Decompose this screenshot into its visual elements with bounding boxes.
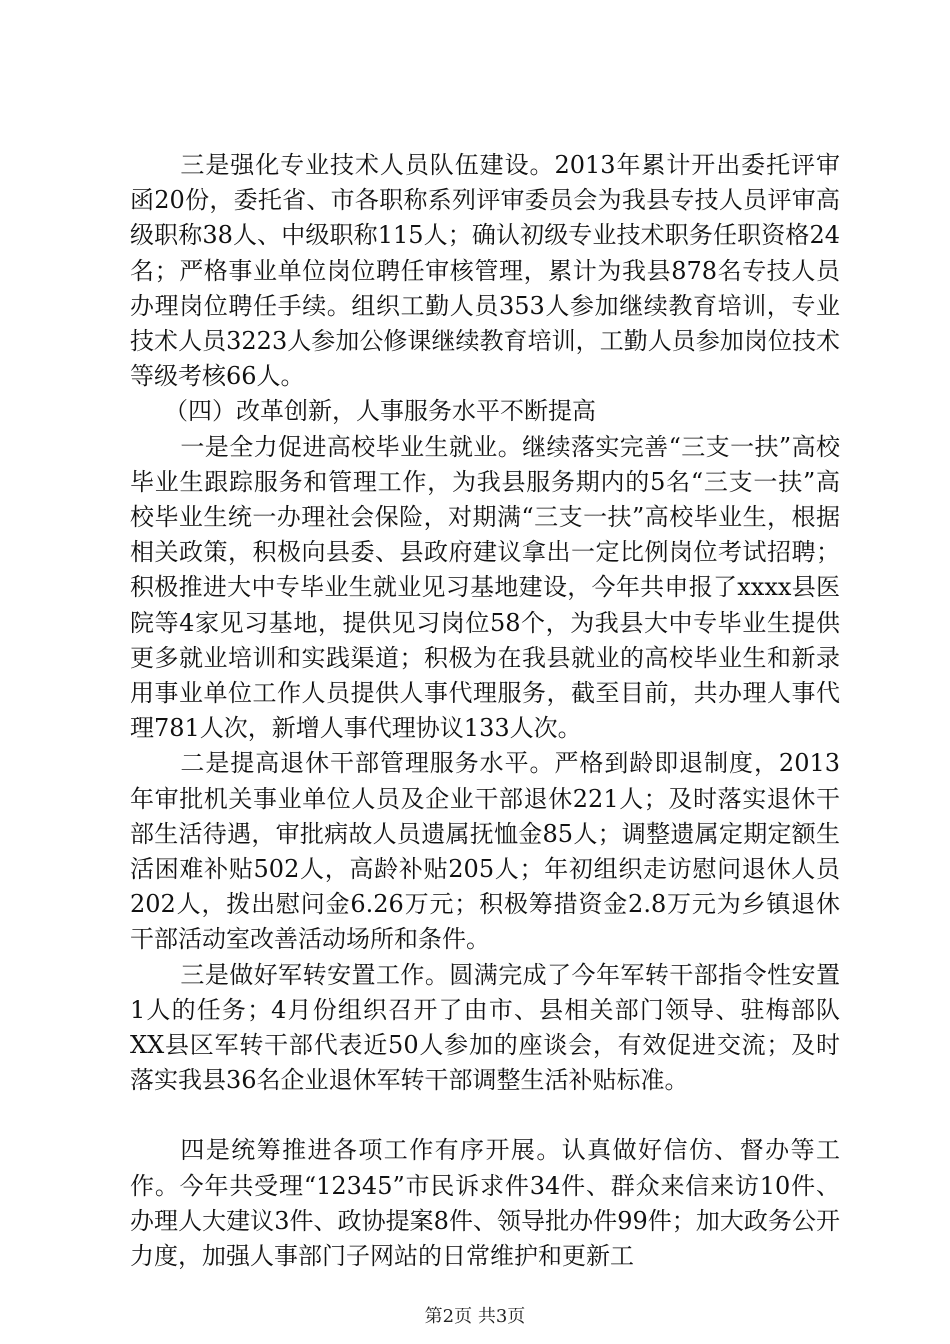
paragraph-retired-cadres: 二是提高退休干部管理服务水平。严格到龄即退制度，2013年审批机关事业单位人员及企业干部退休221人；及时落实退休干部生活待遇，审批病故人员遗属抚恤金85人；调整遗属定期定额生活困难补贴502人，高龄补贴205人；年初组织走访慰问退休人员202人，拨出慰问金6.26万元；积极筹措资金2.8万元为乡镇退休干部活动室改善活动场所和条件。: [130, 749, 840, 954]
paragraph-professional-staff: 三是强化专业技术人员队伍建设。2013年累计开出委托评审函20份，委托省、市各职称系列评审委员会为我县专技人员评审高级职称38人、中级职称115人；确认初级专业技术职务任职资格24名；严格事业单位岗位聘任审核管理，累计为我县878名专技人员办理岗位聘任手续。组织工勤人员353人参加继续教育培训，专业技术人员3223人参加公修课继续教育培训，工勤人员参加岗位技术等级考核66人。: [130, 151, 840, 391]
paragraph-military-transfer: 三是做好军转安置工作。圆满完成了今年军转干部指令性安置1人的任务；4月份组织召开了由市、县相关部门领导、驻梅部队XX县区军转干部代表近50人参加的座谈会，有效促进交流；及时落实我县36名企业退休军转干部调整生活补贴标准。: [130, 960, 840, 1095]
section-heading-four: （四）改革创新，人事服务水平不断提高: [164, 397, 596, 426]
paragraph-gap: [130, 1098, 840, 1133]
paragraph-coordinated-work: 四是统筹推进各项工作有序开展。认真做好信仿、督办等工作。今年共受理“12345”市民诉求件34件、群众来信来访10件、办理人大建议3件、政协提案8件、领导批办件99件；加大政务公开力度，加强人事部门子网站的日常维护和更新工: [130, 1136, 840, 1271]
paragraph-graduate-employment: 一是全力促进高校毕业生就业。继续落实完善“三支一扶”高校毕业生跟踪服务和管理工作，为我县服务期内的5名“三支一扶”高校毕业生统一办理社会保险，对期满“三支一扶”高校毕业生，根据相关政策，积极向县委、县政府建议拿出一定比例岗位考试招聘；积极推进大中专毕业生就业见习基地建设，今年共申报了xxxx县医院等4家见习基地，提供见习岗位58个，为我县大中专毕业生提供更多就业培训和实践渠道；积极为在我县就业的高校毕业生和新录用事业单位工作人员提供人事代理服务，截至目前，共办理人事代理781人次，新增人事代理协议133人次。: [130, 432, 840, 743]
document-body: [130, 148, 840, 1274]
page-number-footer: 第2页 共3页: [424, 1306, 526, 1327]
